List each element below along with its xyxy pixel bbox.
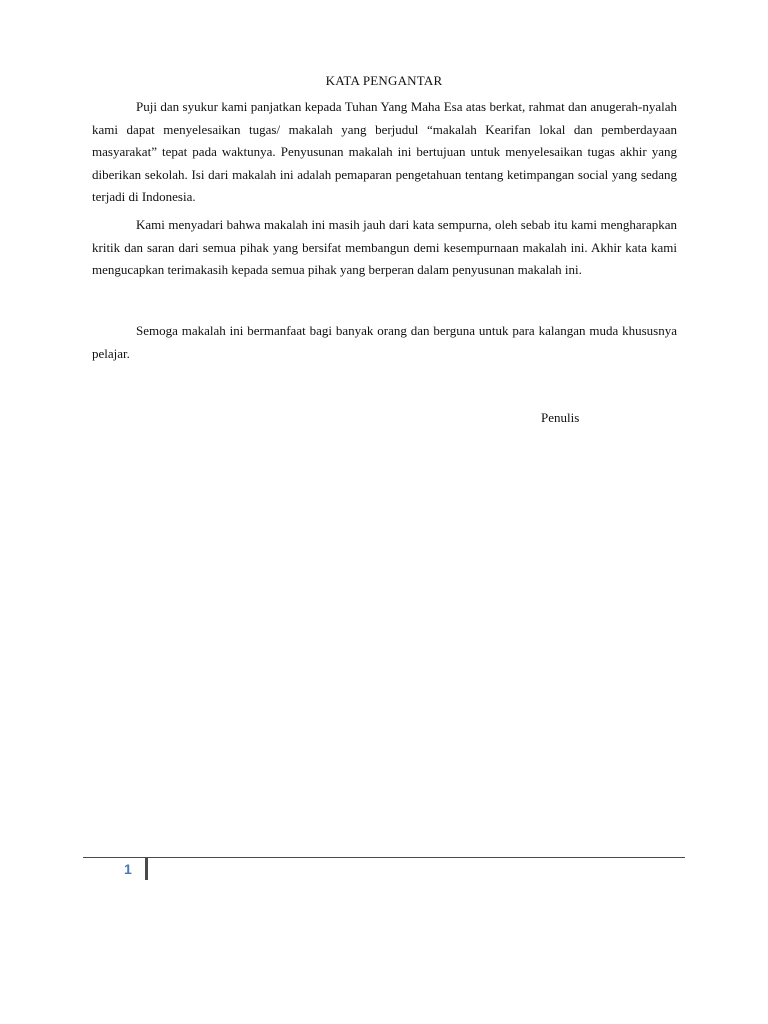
- paragraph-1-block: [92, 96, 677, 209]
- paragraph-2: Kami menyadari bahwa makalah ini masih jauh dari kata sempurna, oleh sebab itu kami mengharapkan kritik dan saran dari semua pihak yang bersifat membangun demi kesempurnaan makalah ini. Akhir kata kami mengucapkan terimakasih kepada semua pihak yang berperan dalam penyusunan makalah ini.: [92, 217, 677, 278]
- signature: Penulis: [541, 410, 580, 425]
- paragraph-1: Puji dan syukur kami panjatkan kepada Tuhan Yang Maha Esa atas berkat, rahmat dan anugerah-nyalah kami dapat menyelesaikan tugas/ makalah yang berjudul “makalah Kearifan lokal dan pemberdayaan masyarakat” tepat pada waktunya. Penyusunan makalah ini bertujuan untuk menyelesaikan tugas akhir yang diberikan sekolah. Isi dari makalah ini adalah pemaparan pengetahuan tentang ketimpangan social yang sedang terjadi di Indonesia.: [92, 99, 677, 205]
- document-title: KATA PENGANTAR: [325, 73, 443, 88]
- paragraph-3: Semoga makalah ini bermanfaat bagi banyak orang dan berguna untuk para kalangan muda khususnya pelajar.: [92, 323, 677, 361]
- footer-rule: [83, 857, 685, 858]
- page-number: 1: [124, 861, 132, 877]
- paragraph-2-block: [92, 214, 677, 282]
- paragraph-3-block: [92, 320, 677, 365]
- footer-divider: [145, 858, 148, 880]
